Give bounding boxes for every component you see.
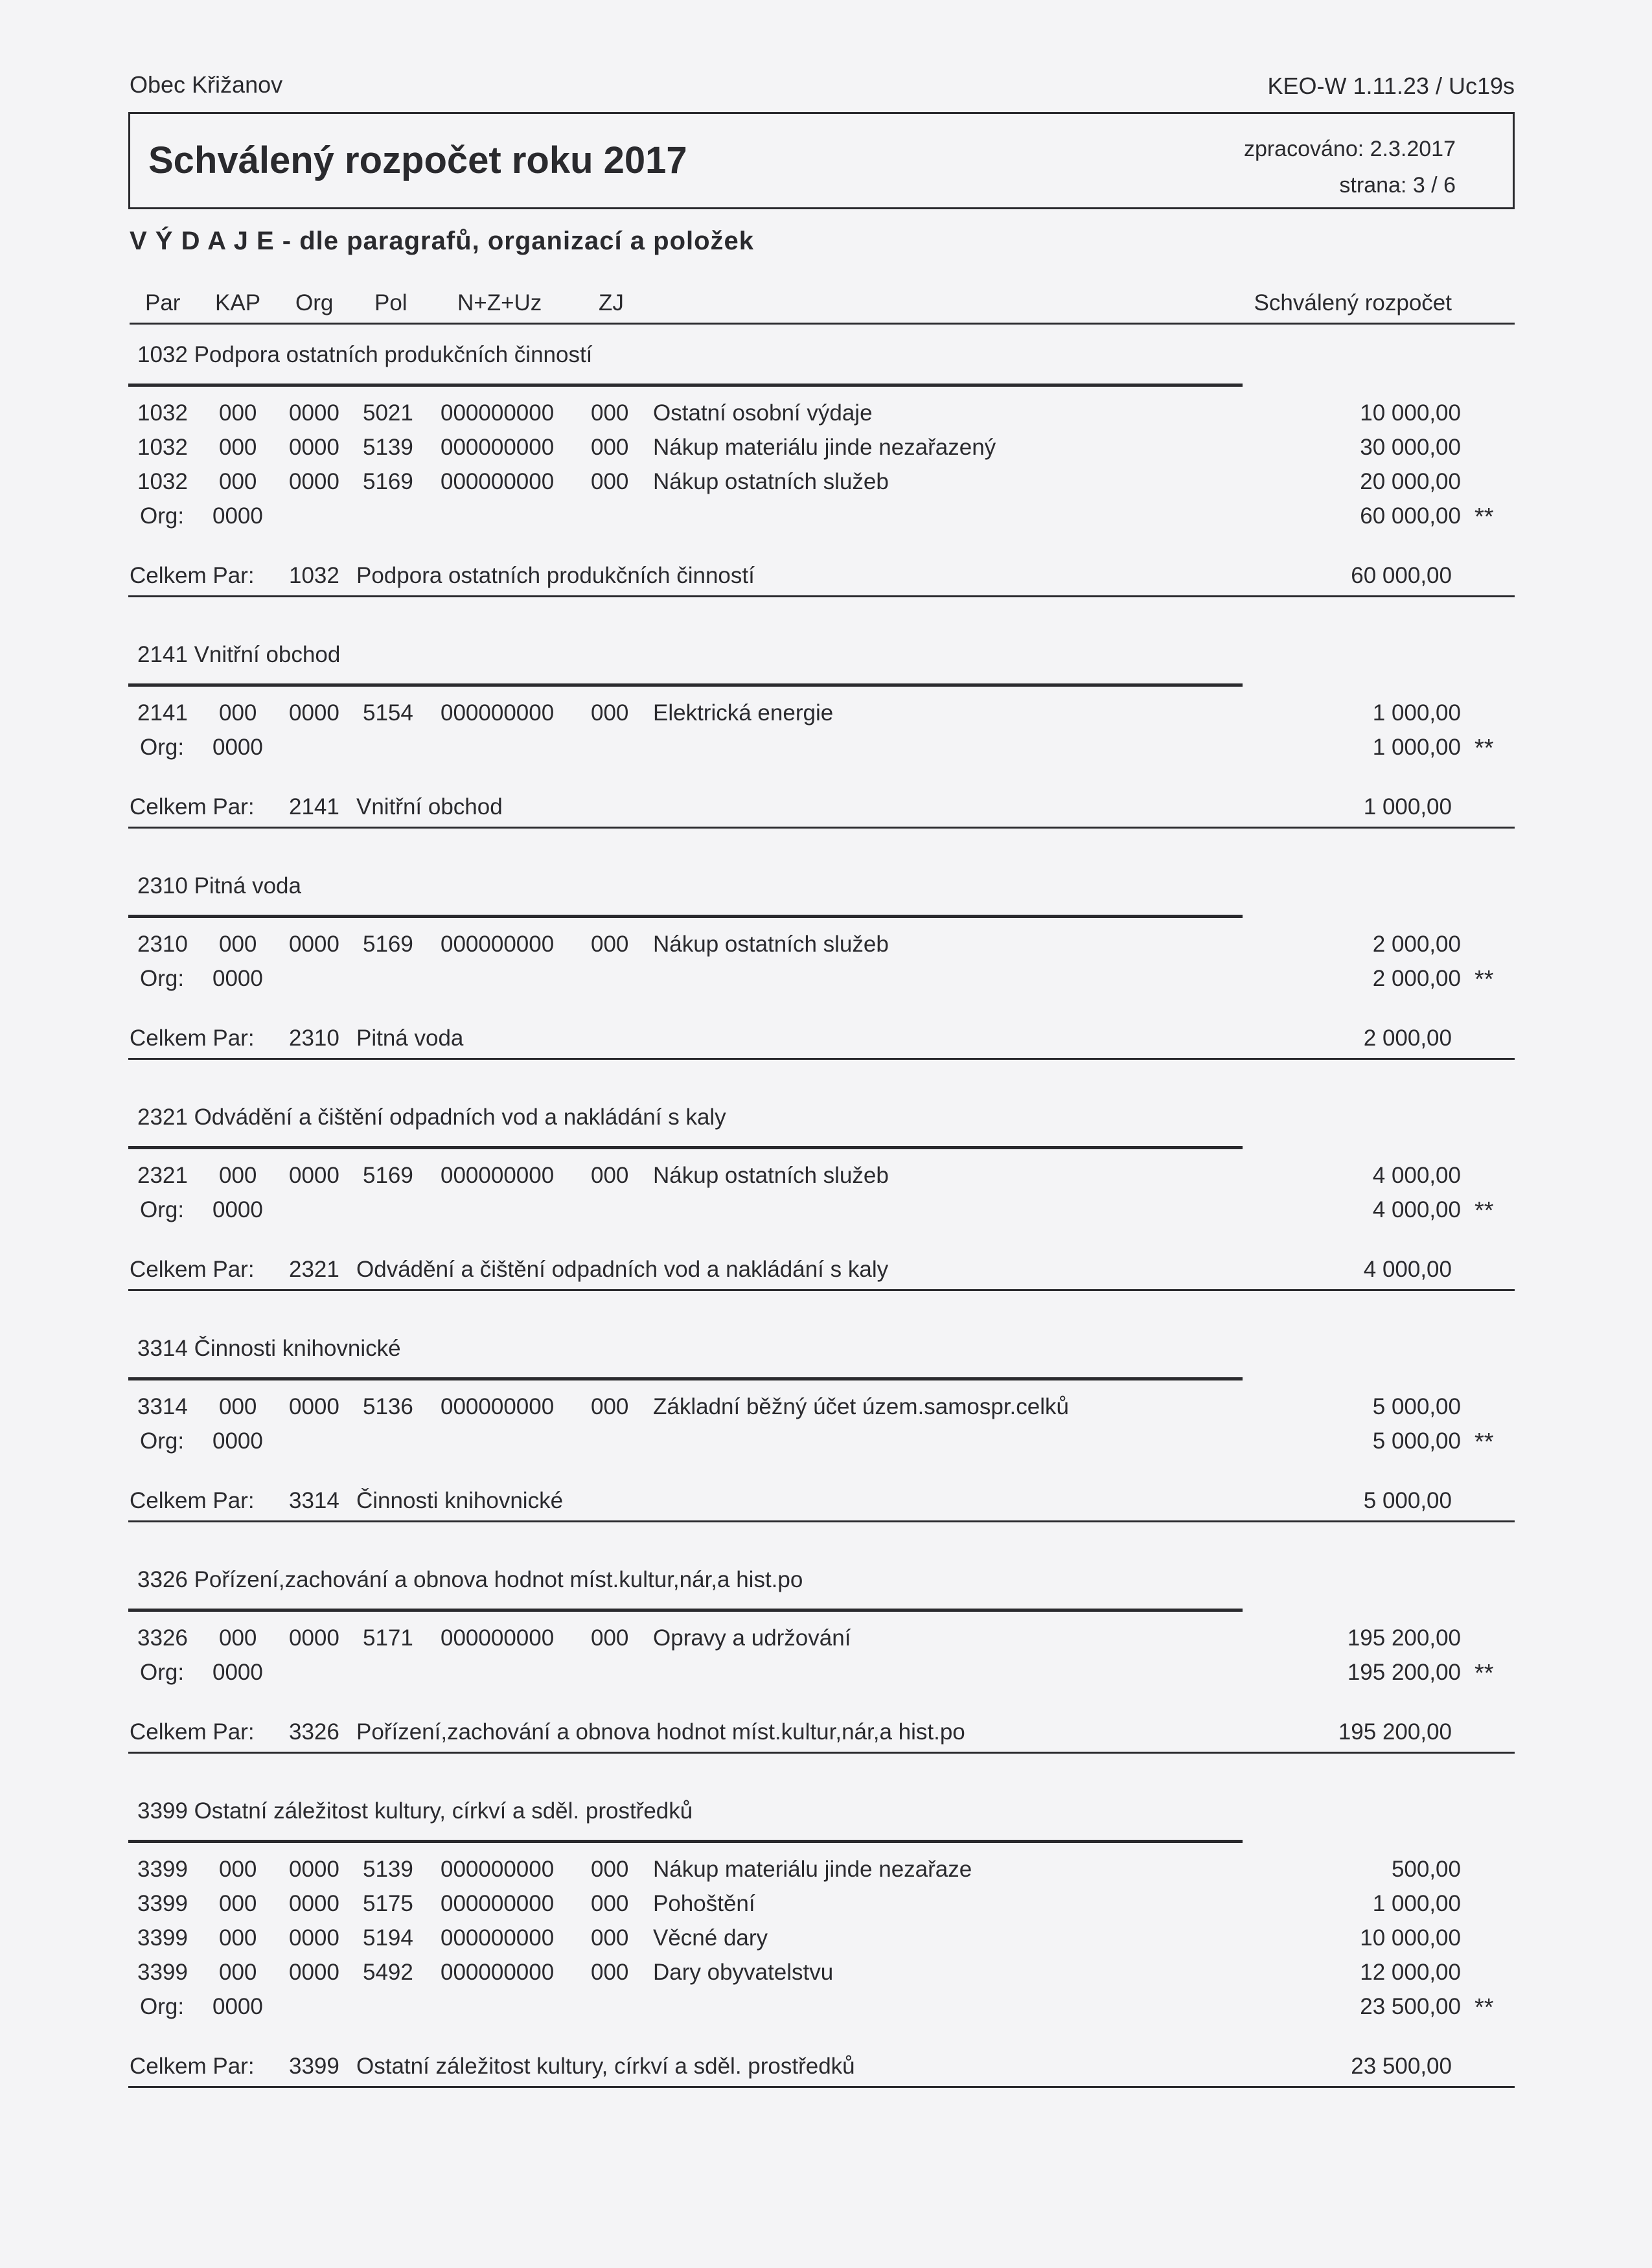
cell-text: Dary obyvatelstvu: [653, 1960, 834, 1985]
org-subtotal-row: [0, 1994, 1652, 2028]
subtotal-marker: **: [1474, 1197, 1494, 1224]
paragraph-total-row: [128, 1025, 1515, 1060]
total-label: Celkem Par:: [130, 794, 255, 819]
org-subtotal-amount: 195 200,00: [1347, 1660, 1461, 1685]
total-text: Pitná voda: [356, 1025, 464, 1051]
cell-kap: 000: [219, 400, 257, 426]
paragraph-total-row: [128, 2054, 1515, 2088]
section-divider: [128, 915, 1243, 918]
org-value: 0000: [212, 1428, 263, 1454]
section-divider: [128, 1146, 1243, 1149]
cell-par: 3399: [137, 1925, 188, 1951]
paragraph-total-row: [128, 794, 1515, 829]
org-label: Org:: [140, 966, 185, 991]
cell-amount: 20 000,00: [1360, 469, 1461, 494]
cell-org: 0000: [289, 435, 339, 460]
section-divider: [128, 384, 1243, 387]
table-row: [0, 1625, 1652, 1659]
budget-section: [0, 1099, 1652, 1331]
org-value: 0000: [212, 966, 263, 991]
table-row: [0, 435, 1652, 468]
total-par: 1032: [289, 563, 339, 588]
org-subtotal-amount: 5 000,00: [1372, 1428, 1461, 1454]
cell-amount: 1 000,00: [1372, 1891, 1461, 1916]
cell-text: Nákup ostatních služeb: [653, 469, 889, 494]
org-label: Org:: [140, 735, 185, 760]
cell-amount: 195 200,00: [1347, 1625, 1461, 1651]
total-amount: 23 500,00: [1351, 2054, 1452, 2079]
budget-section: [0, 637, 1652, 868]
title-box: [128, 112, 1515, 209]
cell-zj: 000: [591, 1925, 629, 1951]
cell-zj: 000: [591, 400, 629, 426]
column-header: [130, 289, 1515, 325]
cell-par: 2141: [137, 700, 188, 726]
org-value: 0000: [212, 735, 263, 760]
cell-org: 0000: [289, 932, 339, 957]
cell-zj: 000: [591, 1891, 629, 1916]
cell-text: Nákup materiálu jinde nezařaze: [653, 1857, 972, 1882]
cell-amount: 5 000,00: [1372, 1394, 1461, 1419]
section-divider: [128, 1609, 1243, 1612]
cell-org: 0000: [289, 1163, 339, 1188]
cell-pol: 5139: [363, 1857, 413, 1882]
cell-amount: 1 000,00: [1372, 700, 1461, 726]
cell-nzuz: 000000000: [441, 400, 555, 426]
org-subtotal-amount: 60 000,00: [1360, 503, 1461, 529]
section-heading: 3399 Ostatní záležitost kultury, církví a sděl. prostředků: [137, 1798, 693, 1824]
cell-zj: 000: [591, 435, 629, 460]
cell-amount: 12 000,00: [1360, 1960, 1461, 1985]
subtotal-marker: **: [1474, 1660, 1494, 1687]
org-value: 0000: [212, 503, 263, 529]
total-par: 3399: [289, 2054, 339, 2079]
subtotal-marker: **: [1474, 966, 1494, 993]
total-label: Celkem Par:: [130, 2054, 255, 2079]
page-number: strana: 3 / 6: [1339, 173, 1456, 198]
cell-par: 3326: [137, 1625, 188, 1651]
table-row: [0, 700, 1652, 734]
org-value: 0000: [212, 1994, 263, 2019]
col-nzuz: N+Z+Uz: [457, 290, 542, 315]
cell-zj: 000: [591, 469, 629, 494]
total-par: 3326: [289, 1719, 339, 1745]
document-title: Schválený rozpočet roku 2017: [148, 139, 687, 181]
cell-org: 0000: [289, 1925, 339, 1951]
software-version: KEO-W 1.11.23 / Uc19s: [1267, 73, 1515, 99]
total-par: 2141: [289, 794, 339, 819]
subtotal-marker: **: [1474, 1994, 1494, 2021]
cell-kap: 000: [219, 1394, 257, 1419]
cell-nzuz: 000000000: [441, 1960, 555, 1985]
cell-amount: 30 000,00: [1360, 435, 1461, 460]
cell-text: Opravy a udržování: [653, 1625, 851, 1651]
cell-amount: 10 000,00: [1360, 400, 1461, 426]
total-amount: 195 200,00: [1338, 1719, 1452, 1745]
subtotal-marker: **: [1474, 1428, 1494, 1456]
table-row: [0, 1394, 1652, 1428]
cell-org: 0000: [289, 1394, 339, 1419]
cell-amount: 4 000,00: [1372, 1163, 1461, 1188]
cell-nzuz: 000000000: [441, 700, 555, 726]
total-par: 2310: [289, 1025, 339, 1051]
cell-zj: 000: [591, 1857, 629, 1882]
total-text: Podpora ostatních produkčních činností: [356, 563, 755, 588]
cell-pol: 5492: [363, 1960, 413, 1985]
cell-pol: 5175: [363, 1891, 413, 1916]
cell-zj: 000: [591, 1163, 629, 1188]
org-subtotal-amount: 4 000,00: [1372, 1197, 1461, 1222]
paragraph-total-row: [128, 563, 1515, 597]
cell-org: 0000: [289, 1625, 339, 1651]
cell-kap: 000: [219, 1891, 257, 1916]
cell-org: 0000: [289, 400, 339, 426]
org-subtotal-amount: 23 500,00: [1360, 1994, 1461, 2019]
org-label: Org:: [140, 1197, 185, 1222]
cell-nzuz: 000000000: [441, 1925, 555, 1951]
budget-section: [0, 868, 1652, 1099]
table-row: [0, 469, 1652, 503]
section-heading: 3314 Činnosti knihovnické: [137, 1336, 401, 1361]
total-text: Pořízení,zachování a obnova hodnot míst.kultur,nár,a hist.po: [356, 1719, 965, 1745]
total-amount: 1 000,00: [1363, 794, 1452, 819]
col-pol: Pol: [374, 290, 407, 315]
table-row: [0, 1925, 1652, 1959]
total-text: Ostatní záležitost kultury, církví a sděl. prostředků: [356, 2054, 855, 2079]
processed-date: zpracováno: 2.3.2017: [1243, 137, 1456, 161]
document-meta: [1244, 131, 1456, 203]
organization-name: Obec Křižanov: [130, 71, 283, 98]
cell-par: 1032: [137, 400, 188, 426]
col-par: Par: [145, 290, 181, 315]
org-value: 0000: [212, 1197, 263, 1222]
budget-sections: [0, 337, 1652, 2127]
section-divider: [128, 683, 1243, 687]
cell-nzuz: 000000000: [441, 435, 555, 460]
total-par: 3314: [289, 1488, 339, 1513]
col-kap: KAP: [215, 290, 261, 315]
budget-section: [0, 337, 1652, 637]
cell-par: 1032: [137, 435, 188, 460]
total-text: Vnitřní obchod: [356, 794, 503, 819]
cell-org: 0000: [289, 700, 339, 726]
cell-kap: 000: [219, 1857, 257, 1882]
org-subtotal-row: [0, 1428, 1652, 1462]
col-org: Org: [295, 290, 334, 315]
section-heading: 2310 Pitná voda: [137, 873, 301, 899]
cell-pol: 5021: [363, 400, 413, 426]
cell-nzuz: 000000000: [441, 1394, 555, 1419]
cell-amount: 500,00: [1391, 1857, 1461, 1882]
cell-zj: 000: [591, 1394, 629, 1419]
paragraph-total-row: [128, 1488, 1515, 1522]
paragraph-total-row: [128, 1257, 1515, 1291]
org-subtotal-amount: 2 000,00: [1372, 966, 1461, 991]
col-budget: Schválený rozpočet: [1254, 290, 1452, 315]
total-amount: 5 000,00: [1363, 1488, 1452, 1513]
org-subtotal-row: [0, 1660, 1652, 1693]
cell-par: 2321: [137, 1163, 188, 1188]
table-row: [0, 400, 1652, 434]
cell-org: 0000: [289, 469, 339, 494]
subtotal-marker: **: [1474, 735, 1494, 762]
cell-par: 1032: [137, 469, 188, 494]
table-row: [0, 1163, 1652, 1197]
cell-text: Pohoštění: [653, 1891, 755, 1916]
cell-kap: 000: [219, 1625, 257, 1651]
total-text: Činnosti knihovnické: [356, 1488, 564, 1513]
total-amount: 60 000,00: [1351, 563, 1452, 588]
subtotal-marker: **: [1474, 503, 1494, 531]
cell-pol: 5169: [363, 1163, 413, 1188]
section-heading: 2141 Vnitřní obchod: [137, 642, 341, 667]
cell-nzuz: 000000000: [441, 932, 555, 957]
cell-kap: 000: [219, 932, 257, 957]
cell-zj: 000: [591, 932, 629, 957]
cell-pol: 5194: [363, 1925, 413, 1951]
cell-amount: 10 000,00: [1360, 1925, 1461, 1951]
cell-par: 3314: [137, 1394, 188, 1419]
cell-pol: 5169: [363, 932, 413, 957]
table-row: [0, 932, 1652, 965]
org-subtotal-amount: 1 000,00: [1372, 735, 1461, 760]
cell-kap: 000: [219, 469, 257, 494]
budget-section: [0, 1562, 1652, 1793]
org-subtotal-row: [0, 735, 1652, 768]
cell-text: Nákup ostatních služeb: [653, 1163, 889, 1188]
cell-nzuz: 000000000: [441, 1857, 555, 1882]
total-label: Celkem Par:: [130, 1257, 255, 1282]
section-divider: [128, 1840, 1243, 1843]
cell-kap: 000: [219, 1925, 257, 1951]
cell-pol: 5139: [363, 435, 413, 460]
cell-par: 2310: [137, 932, 188, 957]
cell-org: 0000: [289, 1960, 339, 1985]
cell-pol: 5154: [363, 700, 413, 726]
table-row: [0, 1857, 1652, 1890]
budget-section: [0, 1793, 1652, 2127]
org-label: Org:: [140, 1994, 185, 2019]
org-value: 0000: [212, 1660, 263, 1685]
section-heading: 2321 Odvádění a čištění odpadních vod a nakládání s kaly: [137, 1105, 726, 1130]
org-label: Org:: [140, 1428, 185, 1454]
cell-nzuz: 000000000: [441, 469, 555, 494]
org-label: Org:: [140, 1660, 185, 1685]
total-amount: 4 000,00: [1363, 1257, 1452, 1282]
cell-zj: 000: [591, 700, 629, 726]
org-label: Org:: [140, 503, 185, 529]
col-zj: ZJ: [599, 290, 624, 315]
org-subtotal-row: [0, 1197, 1652, 1231]
budget-section: [0, 1331, 1652, 1562]
section-title: V Ý D A J E - dle paragrafů, organizací a položek: [130, 227, 755, 255]
cell-amount: 2 000,00: [1372, 932, 1461, 957]
cell-text: Základní běžný účet územ.samospr.celků: [653, 1394, 1069, 1419]
cell-text: Nákup materiálu jinde nezařazený: [653, 435, 996, 460]
table-row: [0, 1960, 1652, 1993]
cell-text: Věcné dary: [653, 1925, 768, 1951]
cell-text: Ostatní osobní výdaje: [653, 400, 873, 426]
cell-kap: 000: [219, 700, 257, 726]
total-label: Celkem Par:: [130, 1025, 255, 1051]
cell-par: 3399: [137, 1857, 188, 1882]
cell-kap: 000: [219, 1163, 257, 1188]
cell-nzuz: 000000000: [441, 1163, 555, 1188]
cell-kap: 000: [219, 435, 257, 460]
total-text: Odvádění a čištění odpadních vod a nakládání s kaly: [356, 1257, 889, 1282]
cell-nzuz: 000000000: [441, 1625, 555, 1651]
table-row: [0, 1891, 1652, 1925]
cell-zj: 000: [591, 1625, 629, 1651]
paragraph-total-row: [128, 1719, 1515, 1754]
total-label: Celkem Par:: [130, 1488, 255, 1513]
section-heading: 1032 Podpora ostatních produkčních činností: [137, 342, 593, 367]
section-heading: 3326 Pořízení,zachování a obnova hodnot míst.kultur,nár,a hist.po: [137, 1567, 803, 1592]
cell-kap: 000: [219, 1960, 257, 1985]
cell-org: 0000: [289, 1891, 339, 1916]
cell-zj: 000: [591, 1960, 629, 1985]
cell-nzuz: 000000000: [441, 1891, 555, 1916]
total-label: Celkem Par:: [130, 1719, 255, 1745]
org-subtotal-row: [0, 966, 1652, 1000]
cell-pol: 5136: [363, 1394, 413, 1419]
cell-pol: 5171: [363, 1625, 413, 1651]
cell-pol: 5169: [363, 469, 413, 494]
cell-text: Elektrická energie: [653, 700, 834, 726]
total-label: Celkem Par:: [130, 563, 255, 588]
total-amount: 2 000,00: [1363, 1025, 1452, 1051]
section-divider: [128, 1377, 1243, 1380]
cell-par: 3399: [137, 1891, 188, 1916]
cell-org: 0000: [289, 1857, 339, 1882]
cell-text: Nákup ostatních služeb: [653, 932, 889, 957]
cell-par: 3399: [137, 1960, 188, 1985]
total-par: 2321: [289, 1257, 339, 1282]
org-subtotal-row: [0, 503, 1652, 537]
